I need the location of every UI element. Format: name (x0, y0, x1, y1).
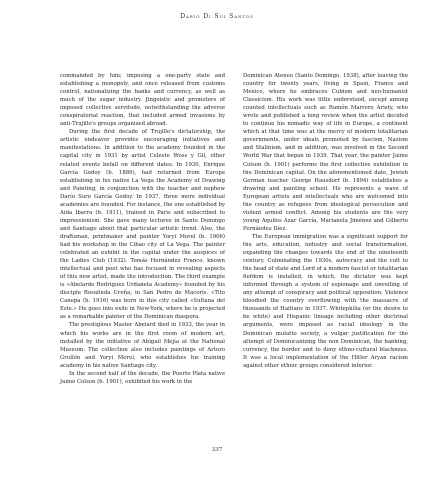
paragraph: The prestigious Master Abelard died in 1933, the year in which his works are in the first room of modern art, installed by the initiative of Abigail Mejía at the National Museum. The collection also includes paintings of Arturo Grullón and Yoryi Morel, who establishes his training academy in his native Santiago city. (60, 322, 225, 369)
paragraph: commanded by him; imposing a one-party state and establishing a monopoly, and once released from customs control, nationalizing the banks and currency, as well as much of the sugar industry. Jingoistic and promoters of imposed collective servitude, notwithstanding the adverse conspiratorial reaction, that included armed invasions by anti-Trujillo's groups organized abroad. (60, 73, 225, 128)
paragraph: The European immigration was a significant support for the arts, education, industry and social transformation, expanding the changes towards the end of the nineteenth century. Culminating the 1930s, autocracy and the cult to the head of state and Lord of a modern fascist or totalitarian fiefdom is installed, in which, the dictator was kept informed through a system of espionage and unveiling of any attempt of conspiracy and political opposition. Violence bloodied the country overflowing with the massacre of thousands of Haitians in 1937. Whitephilia (or the desire to be white) and Hispanic lineage including other doctrinal arguments, were imposed as racial ideology in the Dominican mulatto society, a vulgar justification for the attempt of Dominicanizing the non Dominican, the banking, currency, the border and to deny ethno-cultural blackness. It was a local implementation of the Hitler Aryan racism against other ethnic groups considered inferior. (243, 233, 408, 369)
left-column (60, 72, 225, 386)
page-number: 337 (211, 447, 223, 453)
running-head: Darío Di Sui Santos (180, 13, 254, 20)
paragraph: Dominican Ateneo (Santo Domingo, 1938), after leaving the country for twenty years, living in Spain, France and Mexico, where he embraces Cubism and neo-humanist Classicism. His work was little understood, except among counted intellectuals such as Ramón Marrero Aristy, who wrote and published a long review when the artist decided to continue his nomadic way of life in Europe, a continent which at that time was at the mercy of modern totalitarian governments, under ideals promoted by fascism, Nazism and Stalinism, and in addition, was involved in the Second World War that began in 1939. That year, the painter Jaime Colson (b. 1901) performs the first collective exhibition in the Dominican capital. On the aforementioned date, Jewish German teacher George Hausdorf (b. 1894) establishes a drawing and painting school. He represents a wave of European artists and intellectuals who are welcomed into the country as refugees from ideological persecution and violent armed conflict. Among his students are the very young Aquiles Azar García, Marianela Jiménez and Gilberto Fernández Díez. (243, 73, 408, 232)
paragraph: During the first decade of Trujillo's dictatorship, the artistic endeavor provides encouraging initiatives and manifestations. In addition to the academy founded in the capital city in 1931 by artist Celeste Woss y Gil, other related events befall on different dates. In 1930, Enrique García Godoy (b. 1886), had returned from Europe establishing in his native La Vega the Academy of Drawing and Painting, in conjunction with the teacher and nephew Darío Suro García Godoy. In 1937, three more individual academies are founded. For instance, the one established by Aida Ibarra (b. 1911), trained in Paris and subscribed to impressionism. She gave many lectures in Santo Domingo and Santiago about that particular artistic trend. Also, the draftsman, printmaker and painter Yoryi Morel (b. 1906) had his workshop in the Cibao city of La Vega. The painter celebrated an exhibit in the capital under the auspices of the Ladies Club (1932). Tomás Hernández Franco, known intellectual and poet who has focused in revealing aspects of this new artist, made the introduction. The third example is «Abelardo Rodríguez Urdaneta Academy» founded by his disciple Rosalinda Ureña, in San Pedro de Macorís. «Tito Canepa (b. 1916) was born in this city called «Sultana del Este.» He goes into exile in New-York, where he is projected as a remarkable painter of the Dominican diaspora. (60, 129, 225, 321)
paragraph: In the second half of the decade, the Puerto Plata native Jaime Colson (b. 1901), exhibited his work in the (60, 370, 225, 385)
right-column (243, 72, 408, 370)
